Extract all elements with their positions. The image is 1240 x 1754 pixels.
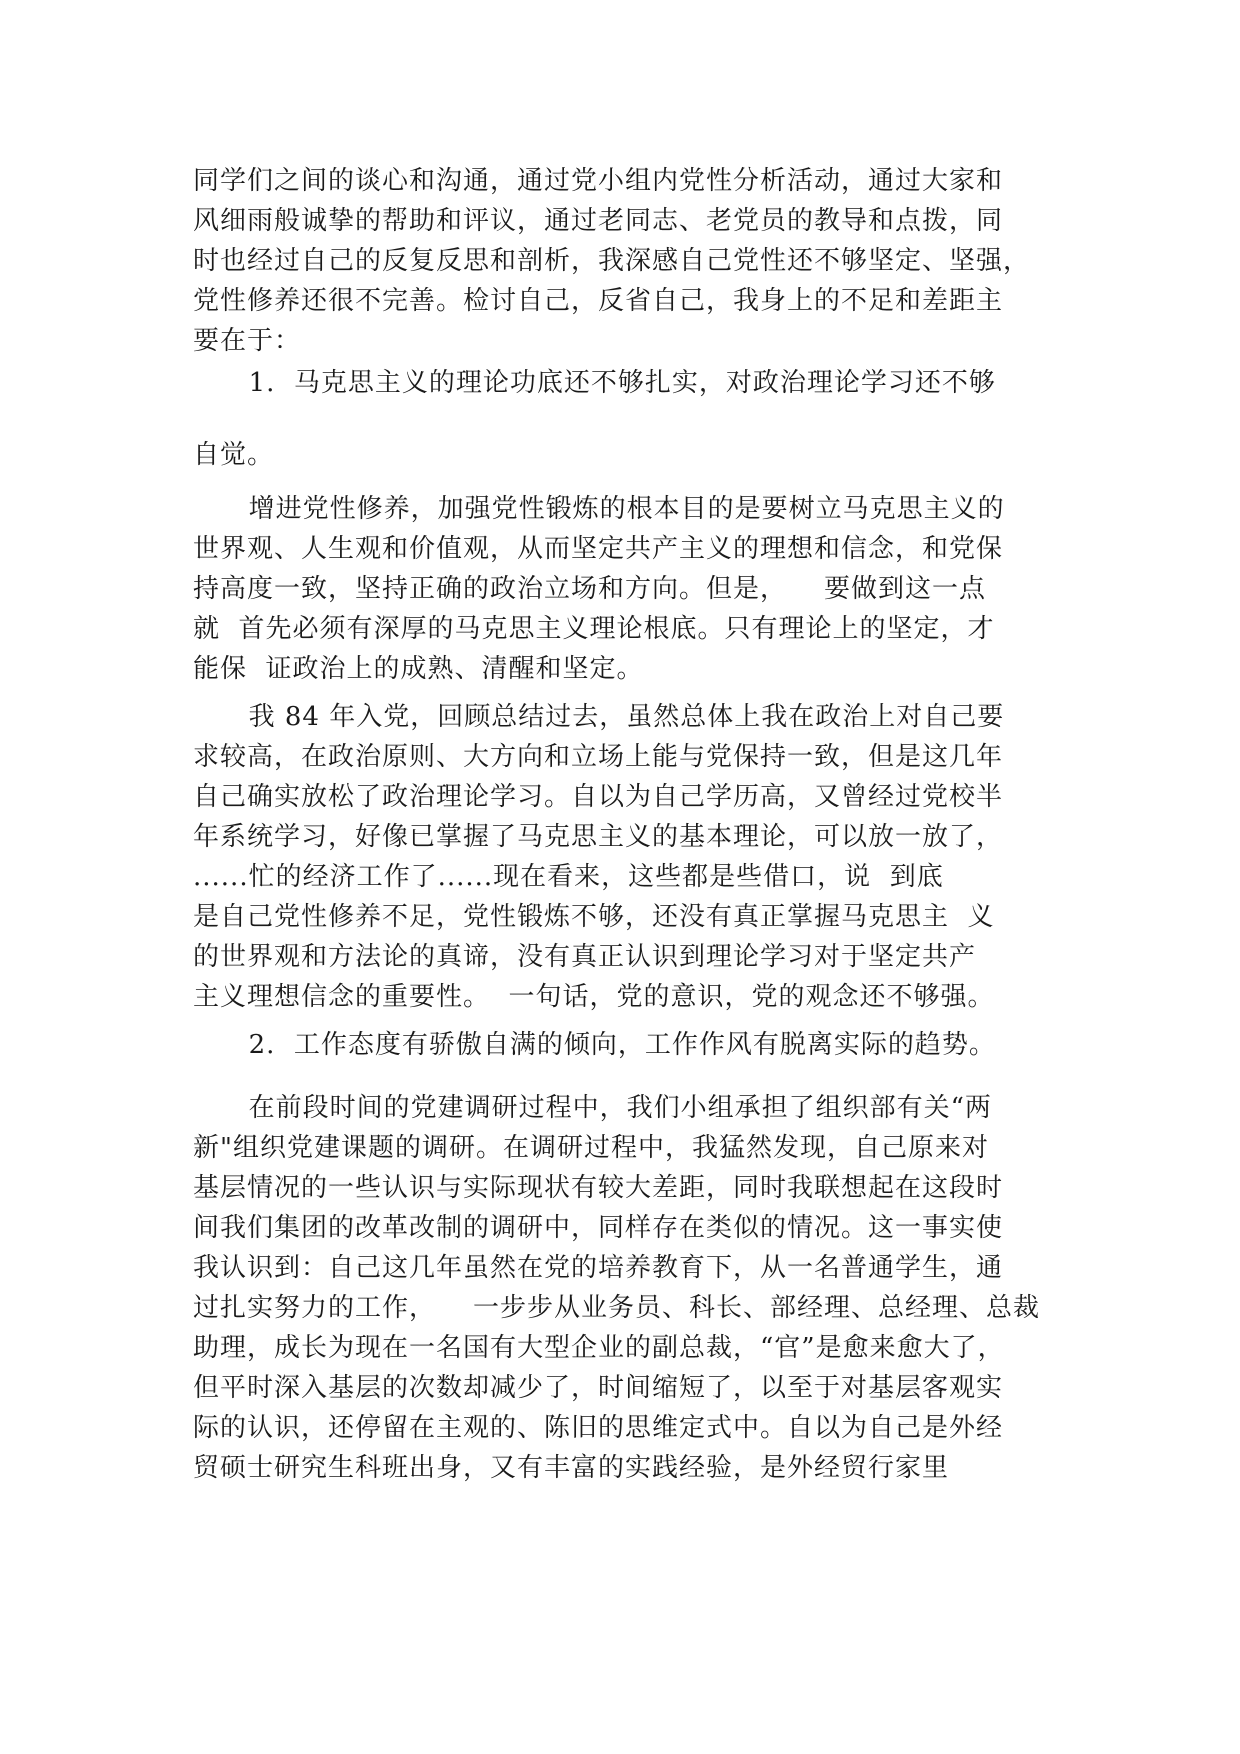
text-line: 1. 马克思主义的理论功底还不够扎实，对政治理论学习还不够 bbox=[193, 368, 996, 398]
text-line: 增进党性修养，加强党性锻炼的根本目的是要树立马克思主义的 bbox=[193, 494, 1005, 524]
paragraph-3 bbox=[193, 1088, 1053, 1488]
text-line: 助理，成长为现在一名国有大型企业的副总裁，“官”是愈来愈大了， bbox=[193, 1333, 1005, 1363]
text-line: 新"组织党建课题的调研。在调研过程中，我猛然发现，自己原来对 bbox=[193, 1133, 989, 1163]
paragraph-1 bbox=[193, 489, 1053, 689]
section-heading-2 bbox=[193, 1025, 1053, 1065]
text-line: 间我们集团的改革改制的调研中，同样存在类似的情况。这一事实使 bbox=[193, 1213, 1004, 1243]
text-line: 2. 工作态度有骄傲自满的倾向，工作作风有脱离实际的趋势。 bbox=[193, 1030, 996, 1060]
text-line: 自觉。 bbox=[193, 440, 275, 470]
text-line: 同学们之间的谈心和沟通，通过党小组内党性分析活动，通过大家和 bbox=[193, 166, 1004, 196]
text-line: 时也经过自己的反复反思和剖析，我深感自己党性还不够坚定、坚强， bbox=[193, 246, 1031, 276]
text-line: 贸硕士研究生科班出身，又有丰富的实践经验，是外经贸行家里 bbox=[193, 1453, 950, 1483]
text-line: 自己确实放松了政治理论学习。自以为自己学历高，又曾经过党校半 bbox=[193, 782, 1004, 812]
text-line: 要在于： bbox=[193, 326, 302, 356]
text-line: ......忙的经济工作了......现在看来，这些都是些借口，说 到底 bbox=[193, 862, 944, 892]
text-line: 求较高，在政治原则、大方向和立场上能与党保持一致，但是这几年 bbox=[193, 742, 1004, 772]
text-line: 世界观、人生观和价值观，从而坚定共产主义的理想和信念，和党保 bbox=[193, 534, 1004, 564]
text-line: 我 84 年入党，回顾总结过去，虽然总体上我在政治上对自己要 bbox=[193, 702, 1005, 732]
text-line: 是自己党性修养不足，党性锻炼不够，还没有真正掌握马克思主 义 bbox=[193, 902, 995, 932]
text-line: 党性修养还很不完善。检讨自己，反省自己，我身上的不足和差距主 bbox=[193, 286, 1004, 316]
text-line: 就 首先必须有深厚的马克思主义理论根底。只有理论上的坚定，才 bbox=[193, 614, 995, 644]
text-line: 主义理想信念的重要性。 一句话，党的意识，党的观念还不够强。 bbox=[193, 982, 995, 1012]
section-heading-1 bbox=[193, 363, 1053, 403]
text-line: 的世界观和方法论的真谛，没有真正认识到理论学习对于坚定共产 bbox=[193, 942, 977, 972]
text-line: 际的认识，还停留在主观的、陈旧的思维定式中。自以为自己是外经 bbox=[193, 1413, 1004, 1443]
text-line: 能保 证政治上的成熟、清醒和坚定。 bbox=[193, 654, 644, 684]
text-line: 我认识到：自己这几年虽然在党的培养教育下，从一名普通学生，通 bbox=[193, 1253, 1004, 1283]
text-line: 风细雨般诚挚的帮助和评议，通过老同志、老党员的教导和点拨，同 bbox=[193, 206, 1004, 236]
text-line: 但平时深入基层的次数却减少了，时间缩短了，以至于对基层客观实 bbox=[193, 1373, 1004, 1403]
text-line: 过扎实努力的工作， 一步步从业务员、科长、部经理、总经理、总裁 bbox=[193, 1293, 1041, 1323]
paragraph-intro bbox=[193, 161, 1053, 361]
paragraph-2 bbox=[193, 697, 1053, 1017]
text-line: 持高度一致，坚持正确的政治立场和方向。但是， 要做到这一点 bbox=[193, 574, 987, 604]
text-line: 基层情况的一些认识与实际现状有较大差距，同时我联想起在这段时 bbox=[193, 1173, 1004, 1203]
text-line: 在前段时间的党建调研过程中，我们小组承担了组织部有关“两 bbox=[193, 1093, 992, 1123]
section-heading-1-continuation bbox=[193, 435, 1053, 475]
text-line: 年系统学习，好像已掌握了马克思主义的基本理论，可以放一放了， bbox=[193, 822, 1004, 852]
